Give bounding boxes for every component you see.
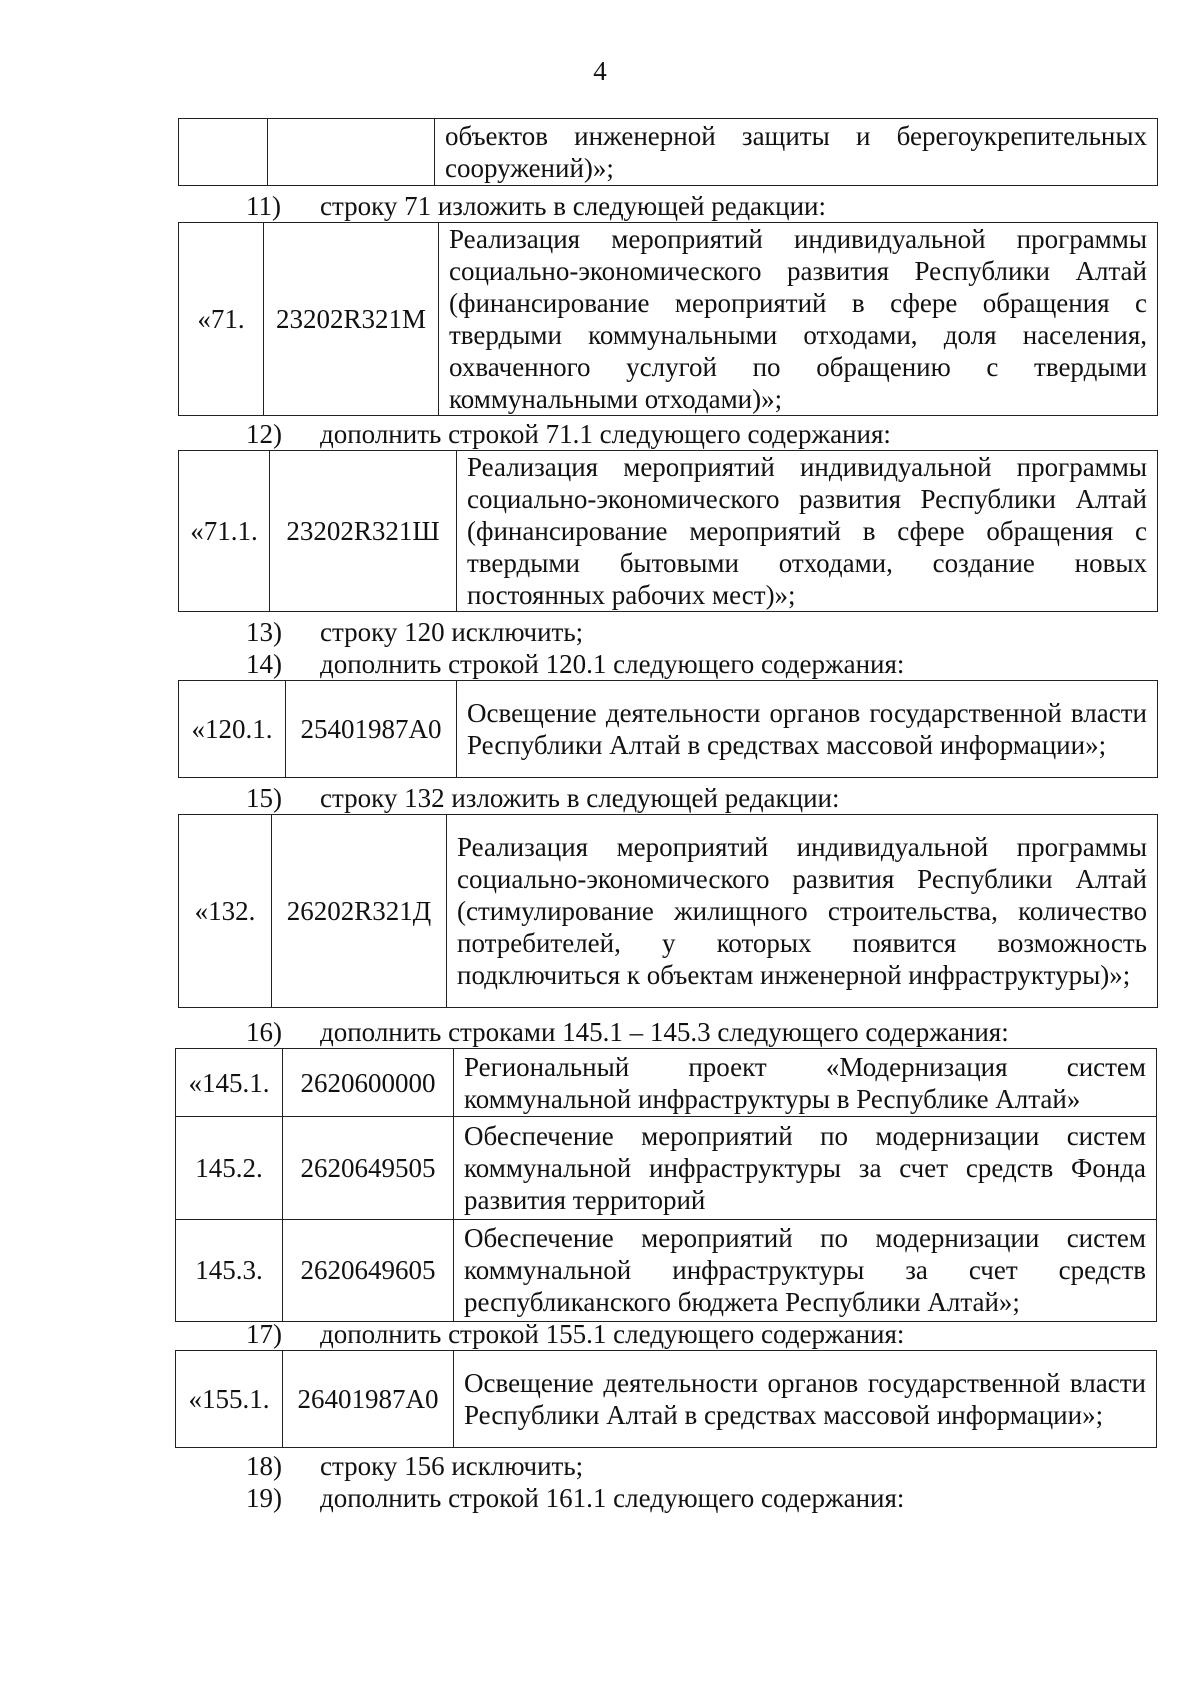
table-continuation bbox=[178, 118, 1158, 186]
row-number-cell: 145.2. bbox=[176, 1117, 283, 1219]
code-cell: 2620600000 bbox=[283, 1049, 454, 1117]
table-row bbox=[179, 451, 1158, 612]
item-text: строку 71 изложить в следующей редакции: bbox=[320, 191, 827, 221]
item-text: дополнить строкой 71.1 следующего содержания: bbox=[320, 419, 891, 449]
item-number: 18) bbox=[246, 1451, 282, 1481]
table-row bbox=[176, 1351, 1157, 1448]
table-row bbox=[179, 119, 1158, 186]
description-cell: Обеспечение мероприятий по модернизации систем коммунальной инфраструктуры за счет средств республиканского бюджета Республики Алтай»; bbox=[454, 1219, 1157, 1321]
row-number-cell: «120.1. bbox=[179, 681, 286, 778]
table-row bbox=[176, 1049, 1157, 1117]
item-number: 11) bbox=[246, 191, 281, 221]
item-text: строку 132 изложить в следующей редакции: bbox=[320, 783, 840, 813]
item-text: строку 156 исключить; bbox=[320, 1451, 584, 1481]
table-row bbox=[179, 815, 1158, 1008]
table-row bbox=[176, 1219, 1157, 1321]
table-row-71 bbox=[178, 222, 1158, 416]
code-cell: 26401987А0 bbox=[283, 1351, 454, 1448]
table-row-120-1 bbox=[178, 680, 1158, 778]
page-number: 4 bbox=[593, 56, 607, 86]
description-cell: Освещение деятельности органов государственной власти Республики Алтай в средствах массовой информации»; bbox=[454, 1351, 1157, 1448]
table-row bbox=[179, 223, 1158, 416]
table-row-155-1 bbox=[175, 1350, 1157, 1448]
description-cell: Реализация мероприятий индивидуальной программы социально-экономического развития Республики Алтай (финансирование мероприятий в сфере обращения с твердыми коммунальными отходами, доля населения, охваченного услугой по обращению с твердыми коммунальными отходами)»; bbox=[439, 223, 1158, 416]
item-number: 14) bbox=[246, 649, 282, 679]
item-number: 13) bbox=[246, 617, 282, 647]
table-rows-145 bbox=[175, 1048, 1157, 1322]
item-text: дополнить строками 145.1 – 145.3 следующего содержания: bbox=[320, 1017, 1009, 1047]
item-text: дополнить строкой 161.1 следующего содержания: bbox=[320, 1483, 905, 1513]
item-number: 16) bbox=[246, 1017, 282, 1047]
row-number-cell: «132. bbox=[179, 815, 272, 1008]
table-row-132 bbox=[178, 814, 1158, 1008]
code-cell: 25401987А0 bbox=[286, 681, 457, 778]
table-row bbox=[179, 681, 1158, 778]
row-number-cell: «155.1. bbox=[176, 1351, 283, 1448]
row-number-cell bbox=[179, 119, 268, 186]
row-number-cell: «71.1. bbox=[179, 451, 270, 612]
description-cell: объектов инженерной защиты и берегоукрепительных сооружений)»; bbox=[435, 119, 1158, 186]
item-number: 15) bbox=[246, 783, 282, 813]
table-row-71-1 bbox=[178, 450, 1158, 612]
row-number-cell: «71. bbox=[179, 223, 264, 416]
description-cell: Реализация мероприятий индивидуальной программы социально-экономического развития Республики Алтай (финансирование мероприятий в сфере обращения с твердыми бытовыми отходами, создание новых постоянных рабочих мест)»; bbox=[457, 451, 1158, 612]
item-text: дополнить строкой 120.1 следующего содержания: bbox=[320, 649, 905, 679]
row-number-cell: 145.3. bbox=[176, 1219, 283, 1321]
description-cell: Освещение деятельности органов государственной власти Республики Алтай в средствах массовой информации»; bbox=[457, 681, 1158, 778]
item-text: строку 120 исключить; bbox=[320, 617, 584, 647]
description-cell: Региональный проект «Модернизация систем коммунальной инфраструктуры в Республике Алтай» bbox=[454, 1049, 1157, 1117]
code-cell: 26202R321Д bbox=[272, 815, 447, 1008]
code-cell: 23202R321Ш bbox=[270, 451, 457, 612]
description-cell: Реализация мероприятий индивидуальной программы социально-экономического развития Республики Алтай (стимулирование жилищного строительства, количество потребителей, у которых появится возможность подключиться к объектам инженерной инфраструктуры)»; bbox=[447, 815, 1158, 1008]
item-number: 12) bbox=[246, 419, 282, 449]
row-number-cell: «145.1. bbox=[176, 1049, 283, 1117]
table-row bbox=[176, 1117, 1157, 1219]
code-cell: 2620649605 bbox=[283, 1219, 454, 1321]
item-text: дополнить строкой 155.1 следующего содержания: bbox=[320, 1319, 905, 1349]
item-number: 17) bbox=[246, 1319, 282, 1349]
code-cell: 2620649505 bbox=[283, 1117, 454, 1219]
description-cell: Обеспечение мероприятий по модернизации систем коммунальной инфраструктуры за счет средств Фонда развития территорий bbox=[454, 1117, 1157, 1219]
item-number: 19) bbox=[246, 1483, 282, 1513]
code-cell bbox=[268, 119, 435, 186]
code-cell: 23202R321М bbox=[264, 223, 439, 416]
